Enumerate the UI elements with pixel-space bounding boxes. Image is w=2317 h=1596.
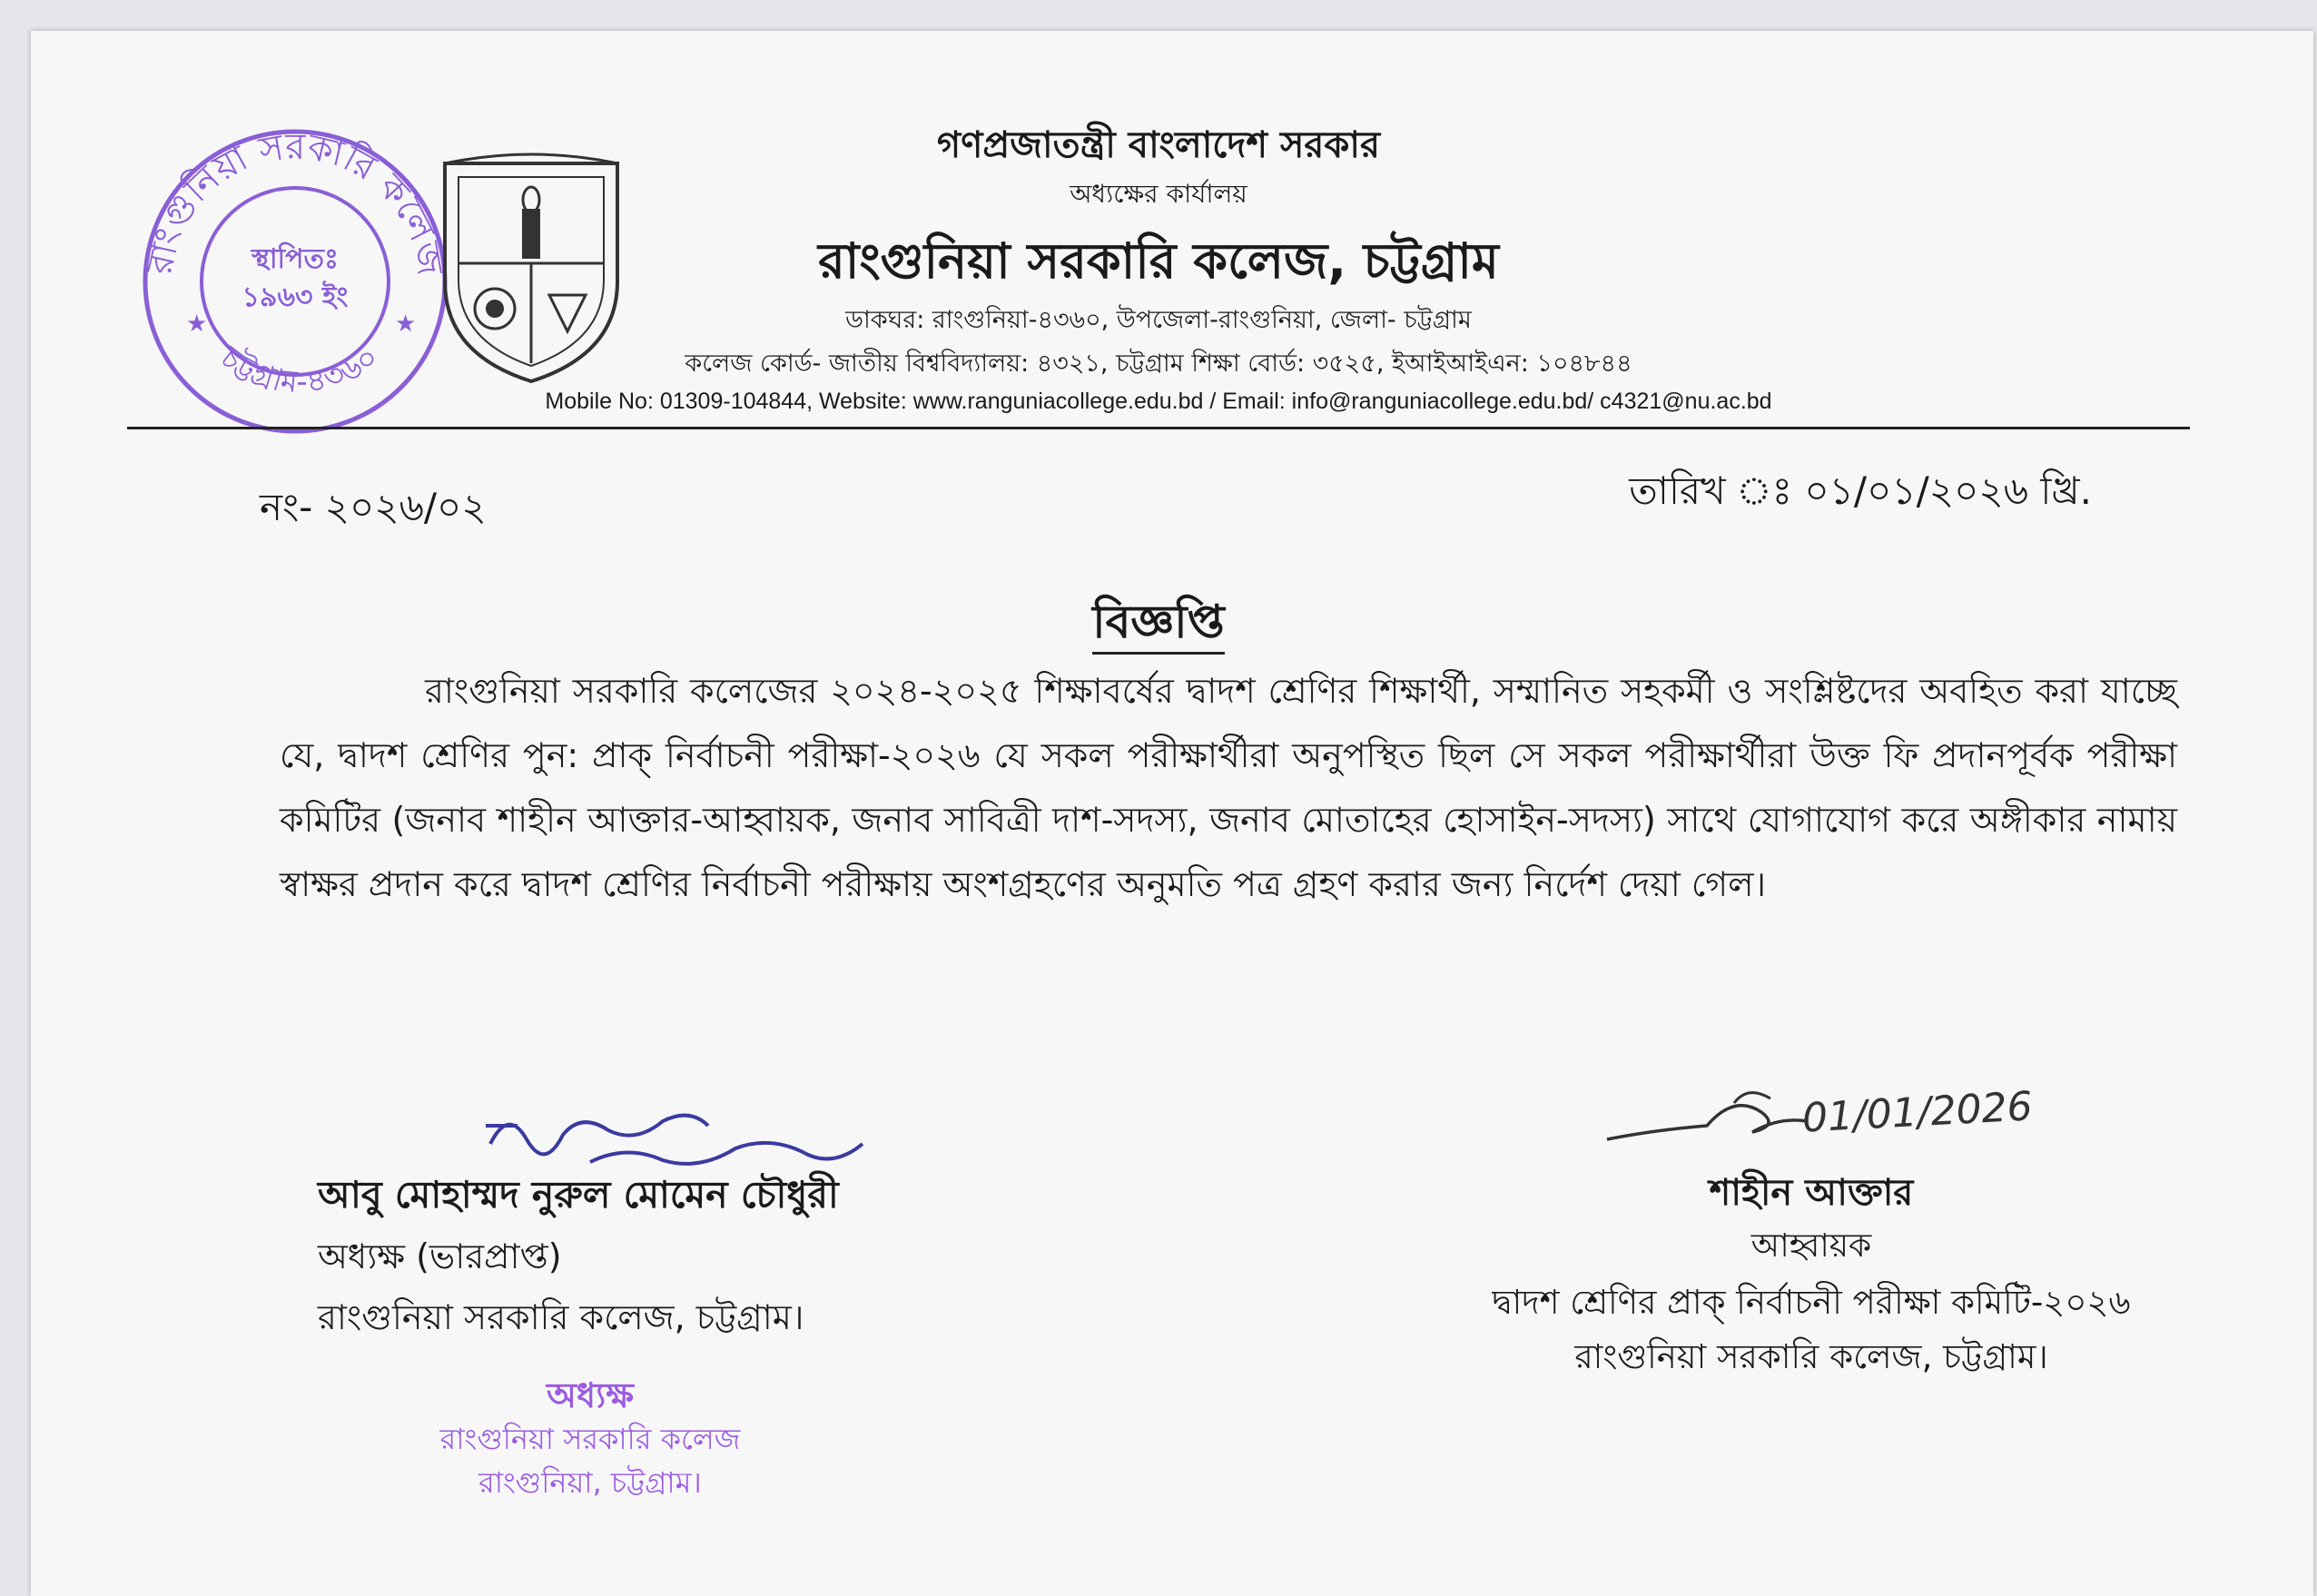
- right-signatory-name: শাহীন আক্তার: [1709, 1172, 1914, 1214]
- left-signatory-org: রাংগুনিয়া সরকারি কলেজ, চট্টগ্রাম।: [318, 1297, 804, 1337]
- notice-subject: [0, 588, 2317, 664]
- address-line: ডাকঘর: রাংগুনিয়া-৪৩৬০, উপজেলা-রাংগুনিয়া, জেলা- চট্টগ্রাম: [845, 306, 1472, 334]
- principal-stamp-org: রাংগুনিয়া সরকারি কলেজ: [439, 1422, 741, 1456]
- seal-center-line1: স্থাপিতঃ: [251, 243, 340, 275]
- memo-number: নং- ২০২৬/০২: [260, 485, 487, 529]
- right-signatory-title: আহ্বায়ক: [1750, 1227, 1872, 1265]
- seal-bottom-text: চট্টগ্রাম-৪৩৬০: [213, 339, 386, 400]
- notice-date: তারিখ ঃ ০১/০১/২০২৬ খ্রি.: [1629, 468, 2092, 513]
- government-heading: গণপ্রজাতন্ত্রী বাংলাদেশ সরকার: [937, 124, 1380, 166]
- seal-star-icon: ★: [186, 310, 208, 338]
- seal-ring-text: রাংগুনিয়া সরকারি কলেজ: [138, 125, 451, 279]
- right-handwritten-signature: [1598, 1076, 1834, 1158]
- seal-center-line2: ১৯৬৩ ইং: [242, 281, 349, 313]
- codes-line: কলেজ কোর্ড- জাতীয় বিশ্ববিদ্যালয়: ৪৩২১, চট্টগ্রাম শিক্ষা বোর্ড: ৩৫২৫, ইআইআইএন: ১০৪৮৪৪: [685, 350, 1632, 378]
- college-name-heading: রাংগুনিয়া সরকারি কলেজ, চট্টগ্রাম: [818, 232, 1499, 290]
- contact-line: Mobile No: 01309-104844, Website: www.ranguniacollege.edu.bd / Email: info@ranguniacollege.edu.bd/ c4321@nu.ac.bd: [545, 389, 1772, 414]
- right-handwritten-date: 01/01/2026: [1800, 1083, 2034, 1142]
- notice-subject-text: বিজ্ঞপ্তি: [1092, 596, 1224, 655]
- header-divider: [127, 427, 2190, 429]
- seal-star-icon: ★: [395, 310, 417, 338]
- right-signatory-org: রাংগুনিয়া সরকারি কলেজ, চট্টগ্রাম।: [1574, 1337, 2048, 1376]
- right-signatory-committee: দ্বাদশ শ্রেণির প্রাক্ নির্বাচনী পরীক্ষা কমিটি-২০২৬: [1492, 1283, 2131, 1322]
- left-signatory-name: আবু মোহাম্মদ নুরুল মোমেন চৌধুরী: [318, 1173, 839, 1217]
- principal-stamp-title: অধ্যক্ষ: [546, 1375, 634, 1415]
- principal-stamp-place: রাংগুনিয়া, চট্টগ্রাম।: [478, 1465, 702, 1500]
- left-signatory-title: অধ্যক্ষ (ভারপ্রাপ্ত): [318, 1236, 562, 1276]
- office-heading: অধ্যক্ষের কার্যালয়: [1070, 179, 1247, 209]
- notice-body: রাংগুনিয়া সরকারি কলেজের ২০২৪-২০২৫ শিক্ষাবর্ষের দ্বাদশ শ্রেণির শিক্ষার্থী, সম্মানিত সহকর্মী ও সংশ্লিষ্টদের অবহিত করা যাচ্ছে যে, দ্বাদশ শ্রেণির পুন: প্রাক্ নির্বাচনী পরীক্ষা-২০২৬ যে সকল পরীক্ষার্থীরা অনুপস্থিত ছিল সে সকল পরীক্ষার্থীরা উক্ত ফি প্রদানপূর্বক পরীক্ষা কমিটির (জনাব শাহীন আক্তার-আহ্বায়ক, জনাব সাবিত্রী দাশ-সদস্য, জনাব মোতাহের হোসাইন-সদস্য) সাথে যোগাযোগ করে অঙ্গীকার নামায় স্বাক্ষর প্রদান করে দ্বাদশ শ্রেণির নির্বাচনী পরীক্ষায় অংশগ্রহণের অনুমতি পত্র গ্রহণ করার জন্য নির্দেশ দেয়া গেল।: [280, 671, 2177, 904]
